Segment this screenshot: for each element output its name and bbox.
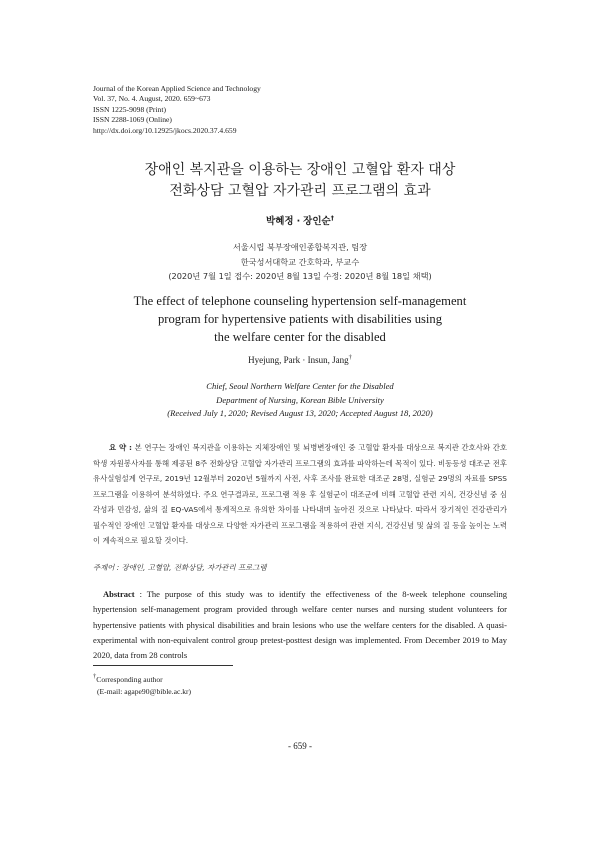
received-dates: (2020년 7월 1일 접수: 2020년 8월 13일 수정: 2020년 8월 18일 채택)	[168, 271, 432, 281]
dagger-mark: †	[93, 673, 97, 680]
korean-keywords: 주제어 : 장애인, 고혈압, 전화상담, 자가관리 프로그램	[93, 563, 267, 572]
korean-title-line: 장애인 복지관을 이용하는 장애인 고혈압 환자 대상	[144, 162, 456, 178]
author-names: Hyejung, Park · Insun, Jang	[248, 355, 349, 365]
english-title-line: The effect of telephone counseling hypertension self-management	[133, 294, 467, 308]
korean-title-line: 전화상담 고혈압 자가관리 프로그램의 효과	[169, 183, 431, 199]
author-name: 박혜정	[266, 216, 294, 227]
korean-affiliations	[0, 240, 600, 284]
english-authors	[0, 354, 600, 365]
footnote-divider	[93, 665, 233, 666]
author-name: 장인순	[303, 216, 331, 227]
english-affiliations	[0, 380, 600, 421]
journal-name: Journal of the Korean Applied Science and Technology	[93, 84, 261, 93]
abstract-label: Abstract	[103, 589, 135, 599]
korean-authors	[0, 213, 600, 227]
affiliation-line: 한국성서대학교 간호학과, 부교수	[240, 256, 360, 267]
journal-info	[93, 84, 261, 136]
dagger-mark: †	[348, 354, 352, 361]
korean-title	[0, 160, 600, 202]
english-title	[0, 292, 600, 346]
affiliation-line: Department of Nursing, Korean Bible University	[216, 394, 384, 405]
journal-issn-online: ISSN 2288-1069 (Online)	[93, 115, 172, 125]
dagger-mark: †	[330, 214, 334, 222]
abstract-text: : The purpose of this study was to identify the effectiveness of the 8-week telephone counseling hypertension self-management program provided through welfare center nurses and nursing student volunteers for hypertensive patients with physical disabilities and brain lesions who use the welfare centers for the disabled. A quasi-experimental with non-equivalent control group pretest-posttest design was implemented. From December 2019 to May 2020, data from 28 controls	[93, 589, 507, 661]
footnote-email: (E-mail: agape90@bible.ac.kr)	[97, 687, 192, 696]
footnote-corresponding: Corresponding author	[96, 675, 163, 684]
journal-issn-print: ISSN 1225-9098 (Print)	[93, 104, 166, 114]
korean-abstract	[93, 440, 507, 549]
affiliation-line: Chief, Seoul Northern Welfare Center for the Disabled	[206, 381, 394, 391]
abstract-text: 본 연구는 장애인 복지관을 이용하는 지체장애인 및 뇌병변장애인 중 고혈압 환자를 대상으로 복지관 간호사와 간호학생 자원봉사자를 통해 제공된 8주 전화상담 고혈압 자가관리 프로그램의 효과를 파악하는데 목적이 있다. 비동등성 대조군 전후 유사실험설계 연구로, 2019년 12월부터 2020년 5월까지 사전, 사후 조사를 완료한 대조군 28명, 실험군 29명의 자료를 SPSS 프로그램을 이용하여 분석하였다. 주요 연구결과로, 프로그램 적용 후 실험군이 대조군에 비해 고혈압 관련 지식, 건강신념 중 심각성과 민감성, 삶의 질 EQ-VAS에서 통계적으로 유의한 차이를 나타내며 높아진 것으로 나타났다. 따라서 장기적인 건강관리가 필수적인 장애인 고혈압 환자를 대상으로 다양한 자가관리 프로그램을 적용하여 관련 지식, 건강신념 및 삶의 질 등을 높이는 노력이 계속적으로 필요할 것이다.	[93, 443, 507, 545]
journal-doi[interactable]: http://dx.doi.org/10.12925/jkocs.2020.37.4.659	[93, 125, 237, 135]
english-title-line: program for hypertensive patients with disabilities using	[157, 312, 442, 326]
received-dates: (Received July 1, 2020; Revised August 13, 2020; Accepted August 18, 2020)	[167, 408, 433, 418]
english-title-line: the welfare center for the disabled	[214, 330, 386, 344]
affiliation-line: 서울시립 북부장애인종합복지관, 팀장	[232, 242, 368, 252]
journal-volume: Vol. 37, No. 4. August, 2020. 659~673	[93, 94, 211, 104]
separator: ·	[296, 216, 301, 227]
english-abstract	[93, 587, 507, 663]
footnote	[93, 671, 191, 698]
abstract-label: 요 약 :	[109, 443, 132, 452]
page-number: - 659 -	[288, 741, 312, 751]
